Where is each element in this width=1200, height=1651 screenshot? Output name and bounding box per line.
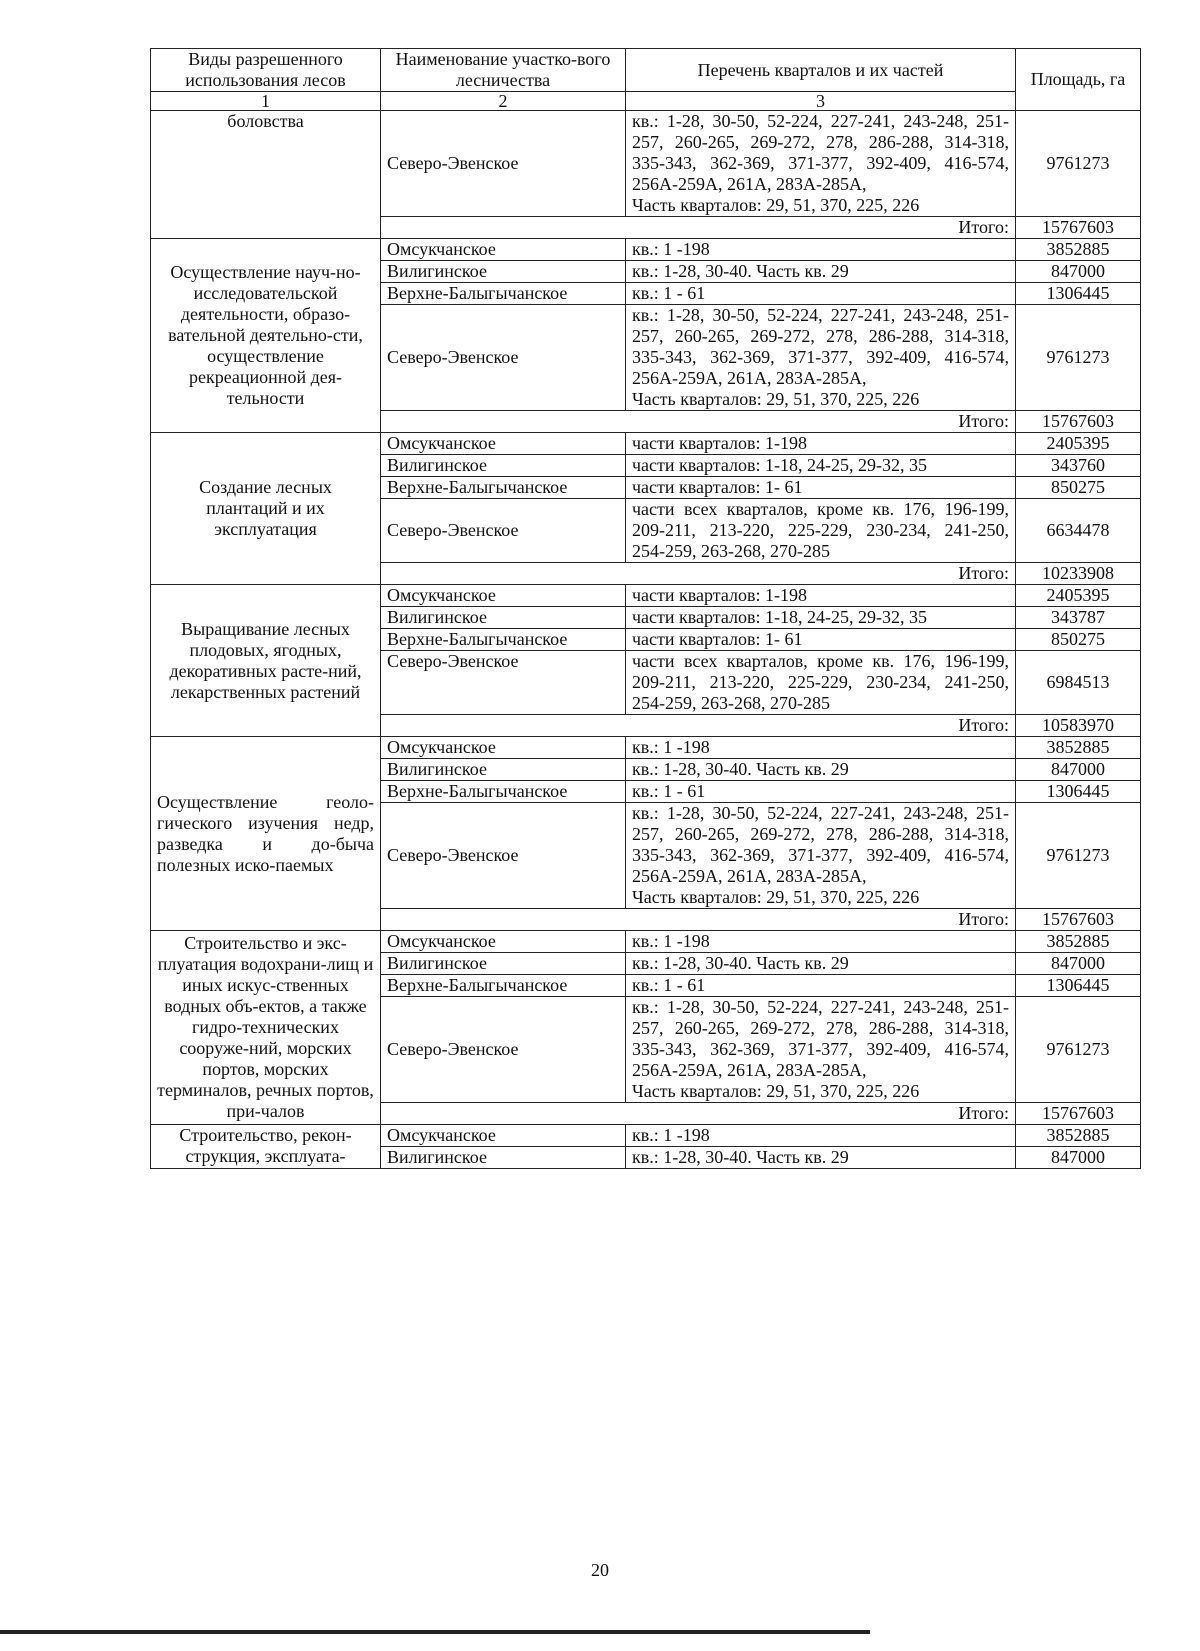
quarters-cell: части кварталов: 1-18, 24-25, 29-32, 35 <box>626 607 1016 629</box>
district-cell: Вилигинское <box>381 759 626 781</box>
quarters-cell: кв.: 1 -198 <box>626 1125 1016 1147</box>
total-label: Итого: <box>381 715 1016 737</box>
use-type-cell: Выращивание лесных плодовых, ягодных, декоративных расте-ний, лекарственных растений <box>151 585 381 737</box>
quarters-cell: кв.: 1-28, 30-40. Часть кв. 29 <box>626 1147 1016 1169</box>
total-value: 15767603 <box>1016 217 1141 239</box>
use-type-cell: боловства <box>151 111 381 239</box>
quarters-cell: кв.: 1 - 61 <box>626 283 1016 305</box>
area-cell: 847000 <box>1016 261 1141 283</box>
quarters-cell: кв.: 1-28, 30-40. Часть кв. 29 <box>626 261 1016 283</box>
table-row <box>151 737 1141 759</box>
area-cell: 9761273 <box>1016 803 1141 909</box>
district-cell: Вилигинское <box>381 455 626 477</box>
district-cell: Вилигинское <box>381 607 626 629</box>
quarters-cell: части кварталов: 1-198 <box>626 585 1016 607</box>
total-label: Итого: <box>381 909 1016 931</box>
table-row <box>151 585 1141 607</box>
quarters-cell: части всех кварталов, кроме кв. 176, 196-199, 209-211, 213-220, 225-229, 230-234, 241-250, 254-259, 263-268, 270-285 <box>626 651 1016 715</box>
district-cell: Омсукчанское <box>381 585 626 607</box>
header-number-3: 3 <box>626 92 1016 111</box>
quarters-cell: кв.: 1-28, 30-40. Часть кв. 29 <box>626 953 1016 975</box>
area-cell: 3852885 <box>1016 737 1141 759</box>
district-cell: Северо-Эвенское <box>381 803 626 909</box>
quarters-cell: части кварталов: 1- 61 <box>626 629 1016 651</box>
area-cell: 6984513 <box>1016 651 1141 715</box>
quarters-partial: Часть кварталов: 29, 51, 370, 225, 226 <box>632 887 920 907</box>
quarters-list: кв.: 1-28, 30-50, 52-224, 227-241, 243-248, 251-257, 260-265, 269-272, 278, 286-288, 314-318, 335-343, 362-369, 371-377, 392-409, 416-574, 256А-259А, 261А, 283А-285А, <box>632 803 1009 886</box>
header-use-type: Виды разрешенного использования лесов <box>151 49 381 92</box>
district-cell: Омсукчанское <box>381 737 626 759</box>
district-cell: Верхне-Балыгычанское <box>381 477 626 499</box>
area-cell: 847000 <box>1016 1147 1141 1169</box>
bottom-rule <box>0 1630 870 1634</box>
area-cell: 3852885 <box>1016 239 1141 261</box>
district-cell: Верхне-Балыгычанское <box>381 629 626 651</box>
quarters-cell <box>626 305 1016 411</box>
quarters-cell: кв.: 1-28, 30-40. Часть кв. 29 <box>626 759 1016 781</box>
area-cell: 343760 <box>1016 455 1141 477</box>
area-cell: 850275 <box>1016 629 1141 651</box>
area-cell: 847000 <box>1016 953 1141 975</box>
district-cell: Омсукчанское <box>381 1125 626 1147</box>
district-cell: Северо-Эвенское <box>381 499 626 563</box>
quarters-cell: кв.: 1 -198 <box>626 239 1016 261</box>
page-number: 20 <box>591 1560 609 1580</box>
district-cell: Омсукчанское <box>381 433 626 455</box>
table-header <box>151 49 1141 111</box>
table-row <box>151 111 1141 217</box>
use-type-cell: Осуществление науч-но-исследовательской деятельности, образо-вательной деятельно-сти, осуществление рекреационной дея-тельности <box>151 239 381 433</box>
area-cell: 1306445 <box>1016 283 1141 305</box>
district-cell: Вилигинское <box>381 261 626 283</box>
quarters-cell: части всех кварталов, кроме кв. 176, 196-199, 209-211, 213-220, 225-229, 230-234, 241-250, 254-259, 263-268, 270-285 <box>626 499 1016 563</box>
quarters-cell: части кварталов: 1-198 <box>626 433 1016 455</box>
area-cell: 9761273 <box>1016 305 1141 411</box>
total-label: Итого: <box>381 411 1016 433</box>
total-label: Итого: <box>381 1103 1016 1125</box>
forest-use-table <box>150 48 1141 1169</box>
table-row <box>151 931 1141 953</box>
total-value: 10233908 <box>1016 563 1141 585</box>
header-district: Наименование участко-вого лесничества <box>381 49 626 92</box>
total-label: Итого: <box>381 563 1016 585</box>
table-body <box>151 111 1141 1169</box>
district-cell: Верхне-Балыгычанское <box>381 975 626 997</box>
total-value: 10583970 <box>1016 715 1141 737</box>
total-value: 15767603 <box>1016 1103 1141 1125</box>
district-cell: Северо-Эвенское <box>381 651 626 715</box>
quarters-cell <box>626 803 1016 909</box>
district-cell: Северо-Эвенское <box>381 997 626 1103</box>
district-cell: Северо-Эвенское <box>381 111 626 217</box>
quarters-list: кв.: 1-28, 30-50, 52-224, 227-241, 243-248, 251-257, 260-265, 269-272, 278, 286-288, 314-318, 335-343, 362-369, 371-377, 392-409, 416-574, 256А-259А, 261А, 283А-285А, <box>632 305 1009 388</box>
quarters-list: кв.: 1-28, 30-50, 52-224, 227-241, 243-248, 251-257, 260-265, 269-272, 278, 286-288, 314-318, 335-343, 362-369, 371-377, 392-409, 416-574, 256А-259А, 261А, 283А-285А, <box>632 111 1009 194</box>
area-cell: 2405395 <box>1016 433 1141 455</box>
quarters-cell: кв.: 1 - 61 <box>626 781 1016 803</box>
area-cell: 343787 <box>1016 607 1141 629</box>
quarters-cell <box>626 997 1016 1103</box>
district-cell: Северо-Эвенское <box>381 305 626 411</box>
district-cell: Омсукчанское <box>381 239 626 261</box>
area-cell: 1306445 <box>1016 975 1141 997</box>
use-type-cell: Создание лесных плантаций и их эксплуатация <box>151 433 381 585</box>
quarters-cell: части кварталов: 1-18, 24-25, 29-32, 35 <box>626 455 1016 477</box>
table-row <box>151 433 1141 455</box>
district-cell: Верхне-Балыгычанское <box>381 283 626 305</box>
use-type-cell: Осуществление геоло-гического изучения недр, разведка и до-быча полезных иско-паемых <box>151 737 381 931</box>
total-value: 15767603 <box>1016 411 1141 433</box>
quarters-cell <box>626 111 1016 217</box>
quarters-partial: Часть кварталов: 29, 51, 370, 225, 226 <box>632 195 920 215</box>
total-label: Итого: <box>381 217 1016 239</box>
quarters-partial: Часть кварталов: 29, 51, 370, 225, 226 <box>632 1081 920 1101</box>
quarters-cell: кв.: 1 -198 <box>626 931 1016 953</box>
area-cell: 9761273 <box>1016 997 1141 1103</box>
area-cell: 1306445 <box>1016 781 1141 803</box>
district-cell: Верхне-Балыгычанское <box>381 781 626 803</box>
area-cell: 3852885 <box>1016 931 1141 953</box>
area-cell: 6634478 <box>1016 499 1141 563</box>
quarters-partial: Часть кварталов: 29, 51, 370, 225, 226 <box>632 389 920 409</box>
table-row <box>151 239 1141 261</box>
header-quarters: Перечень кварталов и их частей <box>626 49 1016 92</box>
area-cell: 850275 <box>1016 477 1141 499</box>
area-cell: 9761273 <box>1016 111 1141 217</box>
header-number-2: 2 <box>381 92 626 111</box>
quarters-cell: кв.: 1 -198 <box>626 737 1016 759</box>
area-cell: 2405395 <box>1016 585 1141 607</box>
total-value: 15767603 <box>1016 909 1141 931</box>
use-type-cell: Строительство, рекон-струкция, эксплуата- <box>151 1125 381 1169</box>
district-cell: Вилигинское <box>381 1147 626 1169</box>
table-row <box>151 1125 1141 1147</box>
header-area: Площадь, га <box>1016 49 1141 111</box>
area-cell: 847000 <box>1016 759 1141 781</box>
quarters-cell: кв.: 1 - 61 <box>626 975 1016 997</box>
quarters-cell: части кварталов: 1- 61 <box>626 477 1016 499</box>
area-cell: 3852885 <box>1016 1125 1141 1147</box>
quarters-list: кв.: 1-28, 30-50, 52-224, 227-241, 243-248, 251-257, 260-265, 269-272, 278, 286-288, 314-318, 335-343, 362-369, 371-377, 392-409, 416-574, 256А-259А, 261А, 283А-285А, <box>632 997 1009 1080</box>
use-type-cell: Строительство и экс-плуатация водохрани-лищ и иных искус-ственных водных объ-ектов, а также гидро-технических сооруже-ний, морских портов, морских терминалов, речных портов, при-чалов <box>151 931 381 1125</box>
district-cell: Омсукчанское <box>381 931 626 953</box>
district-cell: Вилигинское <box>381 953 626 975</box>
header-number-1: 1 <box>151 92 381 111</box>
